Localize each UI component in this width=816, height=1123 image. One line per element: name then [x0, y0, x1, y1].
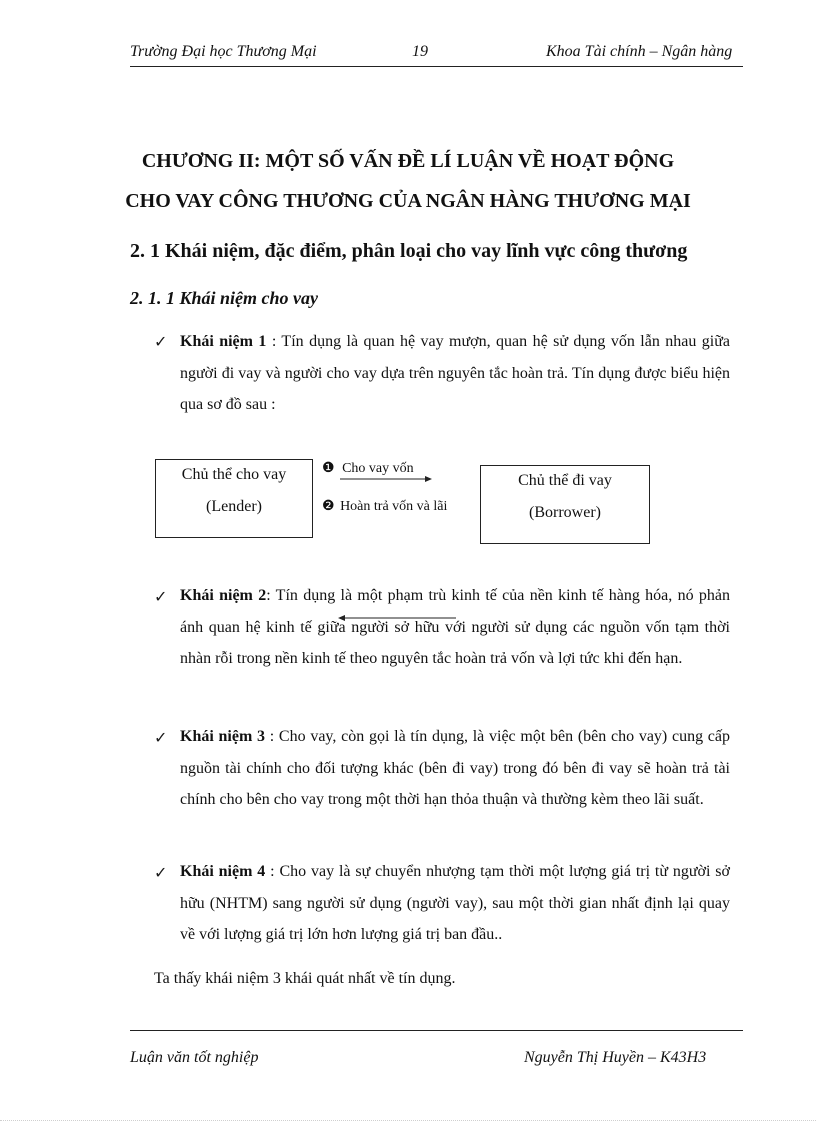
concept-3-paragraph	[180, 721, 730, 816]
concept-2-paragraph	[180, 580, 730, 675]
footer-left: Luận văn tốt nghiệp	[130, 1049, 259, 1066]
borrower-label: Chủ thể đi vay	[518, 472, 612, 489]
checkmark-icon: ✓	[154, 865, 168, 882]
concept-1-text: : Tín dụng là quan hệ vay mượn, quan hệ sử dụng vốn lẫn nhau giữa người đi vay và người cho vay dựa trên nguyên tắc hoàn trả. Tín dụng được biểu hiện qua sơ đồ sau :	[180, 333, 731, 413]
concept-4-paragraph	[180, 856, 730, 951]
footer-right: Nguyễn Thị Huyền – K43H3	[524, 1049, 707, 1066]
lender-label: Chủ thể cho vay	[181, 466, 287, 483]
page-edge-dots	[0, 1120, 816, 1121]
chapter-title-line2: CHO VAY CÔNG THƯƠNG CỦA NGÂN HÀNG THƯƠNG MẠI	[125, 190, 691, 212]
header-department: Khoa Tài chính – Ngân hàng	[546, 43, 733, 60]
footer-rule	[130, 1030, 743, 1031]
checkmark-icon: ✓	[154, 730, 168, 747]
borrower-sublabel: (Borrower)	[529, 504, 601, 521]
header-school: Trường Đại học Thương Mại	[130, 43, 317, 60]
subsection-heading: 2. 1. 1 Khái niệm cho vay	[130, 288, 318, 308]
flow-2-label	[322, 498, 447, 515]
lend-arrowhead	[425, 476, 432, 482]
flow-1-text: Cho vay vốn	[342, 461, 414, 476]
conclusion-text: Ta thấy khái niệm 3 khái quát nhất về tín dụng.	[154, 970, 456, 987]
lender-sublabel: (Lender)	[206, 498, 262, 515]
section-heading: 2. 1 Khái niệm, đặc điểm, phân loại cho vay lĩnh vực công thương	[130, 240, 688, 262]
flow-2-text: Hoàn trả vốn và lãi	[340, 499, 448, 514]
concept-4-text: : Cho vay là sự chuyển nhượng tạm thời một lượng giá trị từ người sở hữu (NHTM) sang người sử dụng (người vay), sau một thời gian nhất định lại quay về với lượng giá trị lớn hơn lượng giá trị ban đầu..	[180, 863, 730, 943]
checkmark-icon: ✓	[154, 334, 168, 351]
concept-3-text: : Cho vay, còn gọi là tín dụng, là việc một bên (bên cho vay) cung cấp nguồn tài chính cho đối tượng khác (bên đi vay) trong đó bên đi vay sẽ hoàn trả tài chính cho bên cho vay trong một thời hạn thỏa thuận và thường kèm theo lãi suất.	[180, 728, 731, 808]
concept-1-label: Khái niệm 1	[180, 333, 267, 350]
concept-2-text: : Tín dụng là một phạm trù kinh tế của nền kinh tế hàng hóa, nó phản ánh quan hệ kinh tế giữa người sở hữu với người sử dụng các nguồn vốn tạm thời nhàn rỗi trong nền kinh tế theo nguyên tắc hoàn trả vốn và lợi tức khi đến hạn.	[180, 587, 730, 667]
concept-2-label: Khái niệm 2	[180, 587, 267, 604]
flow-1-marker: ❶	[322, 461, 335, 476]
chapter-title-line1: CHƯƠNG II: MỘT SỐ VẤN ĐỀ LÍ LUẬN VỀ HOẠT ĐỘNG	[141, 150, 675, 172]
concept-4-label: Khái niệm 4	[180, 863, 266, 880]
concept-3-label: Khái niệm 3	[180, 728, 266, 745]
checkmark-icon: ✓	[154, 589, 168, 606]
header-page-number: 19	[412, 43, 428, 60]
flow-2-marker: ❷	[322, 499, 335, 514]
